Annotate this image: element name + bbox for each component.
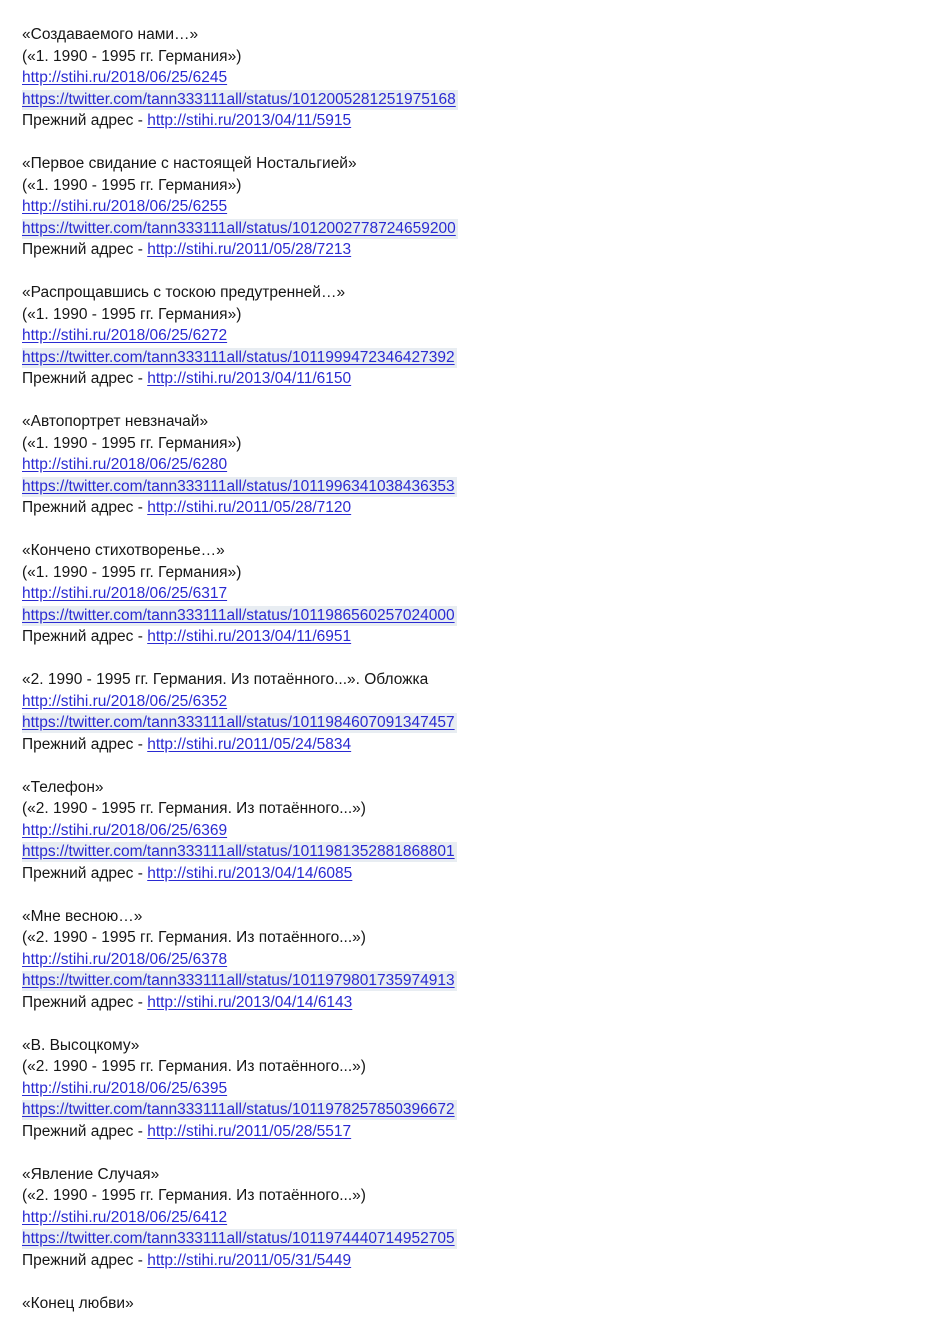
stihi-link-line <box>22 583 930 605</box>
previous-address-line <box>22 992 930 1014</box>
previous-address-label: Прежний адрес - <box>22 241 148 258</box>
stihi-link[interactable]: http://stihi.ru/2018/06/25/6352 <box>22 692 228 710</box>
stihi-link[interactable]: http://stihi.ru/2018/06/25/6378 <box>22 950 228 968</box>
collection-name: («1. 1990 - 1995 гг. Германия») <box>22 434 242 452</box>
twitter-link[interactable]: https://twitter.com/tann333111all/status/1011986560257024000 <box>22 606 455 624</box>
poem-title: «В. Высоцкому» <box>22 1036 140 1054</box>
stihi-link-line <box>22 949 930 971</box>
previous-address-link[interactable]: http://stihi.ru/2011/05/24/5834 <box>147 735 352 753</box>
poem-title: «Явление Случая» <box>22 1165 160 1183</box>
twitter-link[interactable]: https://twitter.com/tann333111all/status/1011979801735974913 <box>22 972 455 989</box>
collection-name: («2. 1990 - 1995 гг. Германия. Из потаённого...») <box>22 800 366 817</box>
previous-address-line <box>22 734 930 756</box>
twitter-link-line <box>22 347 930 369</box>
previous-address-link[interactable]: http://stihi.ru/2013/04/14/6143 <box>147 993 353 1011</box>
stihi-link-line <box>22 325 930 347</box>
poem-title: «2. 1990 - 1995 гг. Германия. Из потаённого...». Обложка <box>22 671 429 688</box>
previous-address-link[interactable]: http://stihi.ru/2011/05/31/5449 <box>147 1251 352 1269</box>
previous-address-line <box>22 1121 930 1143</box>
twitter-link-line <box>22 712 930 734</box>
previous-address-label: Прежний адрес - <box>22 735 148 753</box>
stihi-link-line <box>22 691 930 713</box>
twitter-link[interactable]: https://twitter.com/tann333111all/status/1011974440714952705 <box>22 1230 455 1247</box>
poem-entry <box>22 777 930 885</box>
twitter-link[interactable]: https://twitter.com/tann333111all/status/1011984607091347457 <box>22 714 455 731</box>
twitter-link[interactable]: https://twitter.com/tann333111all/status/1012002778724659200 <box>22 219 456 237</box>
previous-address-link[interactable]: http://stihi.ru/2013/04/11/6150 <box>147 370 352 387</box>
collection-name: («2. 1990 - 1995 гг. Германия. Из потаённого...») <box>22 1187 366 1204</box>
twitter-link-line <box>22 970 930 992</box>
twitter-link-line <box>22 476 930 498</box>
collection-name: («1. 1990 - 1995 гг. Германия») <box>22 176 242 194</box>
twitter-link-line <box>22 605 930 627</box>
previous-address-line <box>22 368 930 390</box>
stihi-link[interactable]: http://stihi.ru/2018/06/25/6395 <box>22 1079 228 1097</box>
poem-entry <box>22 1035 930 1143</box>
previous-address-label: Прежний адрес - <box>22 1251 148 1269</box>
stihi-link-line <box>22 1207 930 1229</box>
previous-address-link[interactable]: http://stihi.ru/2013/04/14/6085 <box>147 864 353 882</box>
poem-entry <box>22 1293 930 1315</box>
poem-title: «Телефон» <box>22 778 104 796</box>
collection-name: («1. 1990 - 1995 гг. Германия») <box>22 47 242 65</box>
twitter-link[interactable]: https://twitter.com/tann333111all/status/1011981352881868801 <box>22 843 455 860</box>
stihi-link[interactable]: http://stihi.ru/2018/06/25/6369 <box>22 821 228 839</box>
collection-name: («2. 1990 - 1995 гг. Германия. Из потаённого...») <box>22 929 366 946</box>
stihi-link-line <box>22 454 930 476</box>
collection-name: («1. 1990 - 1995 гг. Германия») <box>22 305 242 323</box>
twitter-link[interactable]: https://twitter.com/tann333111all/status/1011999472346427392 <box>22 348 455 366</box>
twitter-link[interactable]: https://twitter.com/tann333111all/status/1011996341038436353 <box>22 477 455 495</box>
stihi-link[interactable]: http://stihi.ru/2018/06/25/6245 <box>22 69 228 86</box>
previous-address-label: Прежний адрес - <box>22 993 148 1011</box>
stihi-link-line <box>22 820 930 842</box>
poem-title: «Создаваемого нами…» <box>22 26 199 43</box>
previous-address-label: Прежний адрес - <box>22 1122 148 1140</box>
stihi-link-line <box>22 67 930 89</box>
poem-entry <box>22 1164 930 1272</box>
previous-address-label: Прежний адрес - <box>22 499 148 516</box>
previous-address-line <box>22 1250 930 1272</box>
previous-address-link[interactable]: http://stihi.ru/2011/05/28/7213 <box>147 241 352 258</box>
twitter-link-line <box>22 89 930 111</box>
poem-title: «Конец любви» <box>22 1294 134 1312</box>
poem-title: «Мне весною…» <box>22 907 143 925</box>
twitter-link-line <box>22 218 930 240</box>
previous-address-label: Прежний адрес - <box>22 628 148 645</box>
stihi-link[interactable]: http://stihi.ru/2018/06/25/6317 <box>22 585 228 602</box>
stihi-link[interactable]: http://stihi.ru/2018/06/25/6412 <box>22 1208 228 1226</box>
poem-title: «Первое свидание с настоящей Ностальгией» <box>22 155 357 172</box>
stihi-link[interactable]: http://stihi.ru/2018/06/25/6272 <box>22 327 228 344</box>
previous-address-line <box>22 863 930 885</box>
stihi-link[interactable]: http://stihi.ru/2018/06/25/6255 <box>22 198 228 215</box>
stihi-link-line <box>22 196 930 218</box>
previous-address-label: Прежний адрес - <box>22 864 148 882</box>
collection-name: («2. 1990 - 1995 гг. Германия. Из потаённого...») <box>22 1058 366 1075</box>
poem-entry <box>22 411 930 519</box>
poem-entry <box>22 153 930 261</box>
previous-address-link[interactable]: http://stihi.ru/2011/05/28/7120 <box>147 499 352 516</box>
previous-address-label: Прежний адрес - <box>22 112 148 129</box>
collection-name: («1. 1990 - 1995 гг. Германия») <box>22 563 242 581</box>
previous-address-line <box>22 497 930 519</box>
poem-entry <box>22 24 930 132</box>
twitter-link-line <box>22 1228 930 1250</box>
poem-title: «Автопортрет невзначай» <box>22 413 209 430</box>
poem-title: «Кончено стихотворенье…» <box>22 542 225 559</box>
previous-address-link[interactable]: http://stihi.ru/2011/05/28/5517 <box>147 1122 352 1140</box>
poem-entry <box>22 282 930 390</box>
stihi-link[interactable]: http://stihi.ru/2018/06/25/6280 <box>22 456 228 473</box>
previous-address-line <box>22 626 930 648</box>
previous-address-link[interactable]: http://stihi.ru/2013/04/11/6951 <box>147 628 352 645</box>
poem-entry <box>22 669 930 755</box>
previous-address-link[interactable]: http://stihi.ru/2013/04/11/5915 <box>147 112 352 129</box>
twitter-link[interactable]: https://twitter.com/tann333111all/status/1012005281251975168 <box>22 90 456 108</box>
twitter-link[interactable]: https://twitter.com/tann333111all/status/1011978257850396672 <box>22 1101 455 1118</box>
poem-entry <box>22 906 930 1014</box>
twitter-link-line <box>22 841 930 863</box>
previous-address-label: Прежний адрес - <box>22 370 148 387</box>
previous-address-line <box>22 239 930 261</box>
poem-entry <box>22 540 930 648</box>
twitter-link-line <box>22 1099 930 1121</box>
poem-title: «Распрощавшись с тоскою предутренней…» <box>22 284 346 301</box>
stihi-link-line <box>22 1078 930 1100</box>
previous-address-line <box>22 110 930 132</box>
